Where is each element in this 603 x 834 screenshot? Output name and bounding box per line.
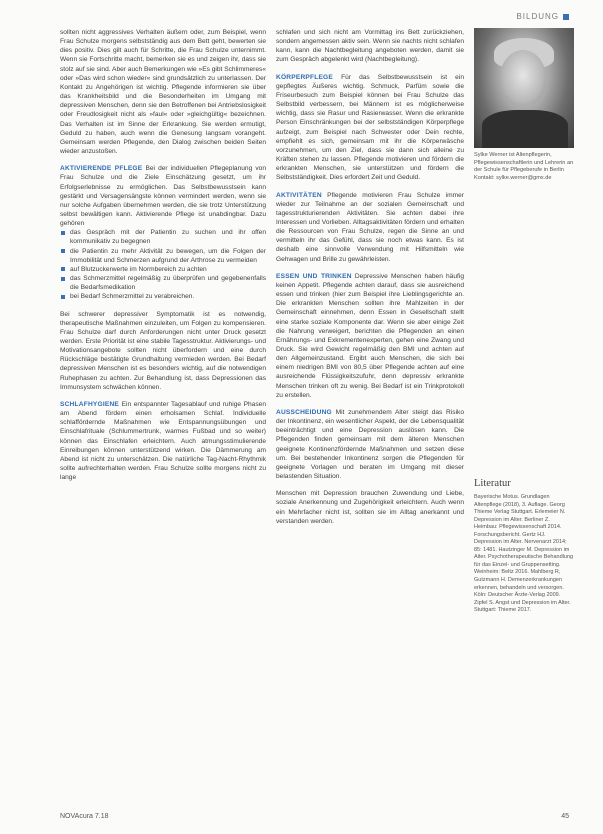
activating-paragraph [60,164,266,228]
list-item: auf Blutzuckerwerte im Normbereich zu achten [60,265,266,274]
activity-heading: AKTIVITÄTEN [276,191,322,199]
col2-intro: schlafen und sich nicht am Vormittag ins Bett zurückziehen, sondern angemessen aktiv sein. Wenn sie nachts nicht schlafen kann, kann die Nachtbegleitung angeboten werden, damit sie zum Gespräch abgelenkt wird (Nachtbegleitung). [276,29,464,64]
col1-intro: sollten nicht aggressives Verhalten äußern oder, zum Beispiel, wenn Frau Schulze morgens selbstständig aus dem Bett geht, bewerten sie dies positiv. Dies gilt auch für Schritte, die Frau Schulze unternimmt. Wenn sie Fortschritte macht, bemerken sie es und zeigen ihr, dass sie stolz auf sie sind. Aber auch Bemerkungen wie »Es gibt Schlimmeres« oder »Das wird schon wieder« sind grundsätzlich zu unterlassen. Der Kontakt zu Angehörigen ist wichtig. Pflegende informieren sie über das Krankheitsbild und die Besonderheiten im Umgang mit depressiven Menschen, denn sie den Betroffenen bei Antriebslosigkeit oder Freudlosigkeit nicht als »faul« oder »gleichgültig« bezeichnen. Das Verhalten ist im Sinne der Erkrankung. Sie werden ermutigt, Geduld zu haben, auch wenn die Genesung langsam vorangeht. Gemeinsam werden Pflegende, den Dialog zwischen beiden Seiten wieder anzustoßen. [60,29,266,156]
closing-paragraph: Menschen mit Depression brauchen Zuwendung und Liebe, soziale Anerkennung und Zugehörigkeit erleichtern. Auch wenn ein Mehrfacher nicht ist, sollten sie im Alltag anerkannt und verstanden werden. [276,490,464,525]
list-item: die Patientin zu mehr Aktivität zu bewegen, um die Folgen der Immobilität und Schmerzen aufgrund der Arthrose zu vermeiden [60,247,266,265]
activating-text: Bei der individuellen Pflegeplanung von Frau Schulze und die Ziele Einschätzung gesetzt, um ihr Erfolgserlebnisse zu ermöglichen. Das Selbstbewusstsein kann gestärkt und Versagensängste können vermindert werden, wenn sie nur solche Aufgaben übernehmen werden, die sie trotz Unterstützung selbst bewältigen kann. Aktivierende Pflege ist unabdingbar. Dazu gehören [60,165,266,228]
magazine-footer: NOVAcura 7.18 [60,813,109,820]
section-label: BILDUNG [516,12,559,21]
list-item: das Gespräch mit der Patientin zu suchen und ihr offen kommunikativ zu begegnen [60,228,266,246]
excretion-heading: AUSSCHEIDUNG [276,408,332,416]
activity-text: Pflegende motivieren Frau Schulze immer wieder zur Teilnahme an der sozialen Gemeinschaft und tagesstrukturierenden Aktivitäten. Sie achten dabei ihre Interessen und Vorlieben. Alltagsaktivitäten fördern und erhalten die Ressourcen von Frau Schulze, regen die Sinne an und vermitteln ihr das Gefühl, dass sie noch etwas kann. Es ist deshalb eine sinnvolle Verwendung mit Hilfsmitteln wie Gehwagen und Brille zu gewährleisten. [276,191,464,263]
activating-heading: AKTIVIERENDE PFLEGE [60,165,143,173]
author-caption: Sylke Werner ist Altenpflegerin, Pflegewissenschaftlerin und Lehrerin an der Schule für Pflegeberufe in Berlin Kontakt: sylke.werner@gmx.de [474,152,574,181]
food-text: Depressive Menschen haben häufig keinen Appetit. Pflegende achten darauf, dass sie ausreichend essen und trinken (hier zum Beispiel ihre Lieblingsgerichte an. Die erkrankten Menschen sollten ihre Mahlzeiten in der Gemeinschaft einnehmen, denn Essen in Gesellschaft stellt eine starke soziale Komponente dar. Wenn sie aber einige Zeit die Nahrung verweigert, berichten die Pflegenden an einen Ernährungs- und Exkrementenexperten, gehen eine Zwang und Druck. Sie wird Gewicht regelmäßig den BMI und achten auf den Allgemeinzustand. Ergibt auch Menschen, die sich bei einem niedrigen BMI von 80,5 über Pflegende achten auf eine ausreichende Flüssigkeitszufuhr, denn depressiv erkrankte Menschen trinken oft zu wenig. Bei Bedarf ist ein Trinkprotokoll zu erstellen. [276,272,464,399]
excretion-paragraph [276,408,464,481]
symptoms-paragraph: Bei schwerer depressiver Symptomatik ist es notwendig, therapeutische Maßnahmen einzuleiten, um Folgen zu kompensieren. Frau Schulze darf durch Anforderungen nicht unter Druck gesetzt werden. Erste Priorität ist eine stabile Tagesstruktur. Aktivierungs- und Motivationsangebote sollten nicht überfordern und eine durch Rückschläge bestätigte Grundhaltung vermieden werden. Bei Bedarf depressiven Menschen ist es besonders wichtig, auf die notwendigen Ruhephasen zu achten. Zur Behandlung ist, dass Depressionen das Immunsystem schwächen können. [60,310,266,391]
page-number: 45 [561,813,569,820]
sleep-heading: SCHLAFHYGIENE [60,400,120,408]
column-middle [276,28,464,526]
list-item: das Schmerzmittel regelmäßig zu überprüfen und gegebenenfalls die Bedarfsmedikation [60,274,266,292]
list-item: bei Bedarf Schmerzmittel zu verabreichen. [60,292,266,301]
bodycare-heading: KÖRPERPFLEGE [276,73,333,81]
section-header [516,12,569,21]
literature-title: Literatur [474,478,511,489]
food-heading: ESSEN UND TRINKEN [276,272,352,280]
food-paragraph [276,272,464,400]
sleep-paragraph [60,400,266,482]
sleep-text: Ein entspannter Tagesablauf und ruhige Phasen am Abend fördern einen erholsamen Schlaf. Individuelle schlaffördernde Maßnahmen wie Entspannungsübungen und Einschlafrituale (Schlummertrunk, warmes Fußbad und so weiter) können das Einschlafen erleichtern. Auch atmungsstimulierende Einreibungen können unterstützend wirken. Die Dämmerung am Abend ist nicht zu unterschätzen. Die natürliche Tag-Nacht-Rhythmik sollte aufrechterhalten werden. Frau Schulze sollte morgens nicht zu lange [60,400,266,482]
bodycare-text: Für das Selbstbewusstsein ist ein gepflegtes Äußeres wichtig. Schmuck, Parfüm sowie die Friseurbesuch zum Beispiel können bei Frau Schulze das Selbstbild verbessern, bei Männern ist es möglicherweise wichtig, dass sie Rasur und Rasierwasser. Wenn die erkrankte Person Einschränkungen bei der selbstständigen Körperpflege aufzeigt, zum Beispiel nach Schwester oder Dein rechte, empfiehlt es sich, gemeinsam mit ihr die Körperwäsche vorzunehmen, um den Ziel, dass sie dann sich alleine zu Kräften stehen zu lassen. Pflegende motivieren und fördern die erkrankten Menschen, sie unterstützen und fördern die Selbstständigkeit. Dies erfordert Zeit und Geduld. [276,73,464,182]
author-photo [474,28,574,148]
activity-paragraph [276,191,464,264]
excretion-text: Mit zunehmendem Alter steigt das Risiko der Inkontinenz, ein wesentlicher Aspekt, der die Lebensqualität beeinträchtigt und eine Depression auslösen kann. Die Pflegenden finden gemeinsam mit dem älteren Menschen geeignete Kontinenzfördernde Maßnahmen und setzen diese um. Bei bestehender Inkontinenz sorgen die Pflegenden für geeignete Vorlagen und beraten im Umgang mit dieser belastenden Situation. [276,408,464,481]
activating-list [60,228,266,301]
section-square-icon [563,14,569,20]
column-left [60,28,266,482]
literature-list: Bayerische Motus. Grundlagen Altenpflege (2018), 3. Auflage. Georg Thieme Verlag Stuttgart. Erlemeier N. Depression im Alter. Berliner Z. Heimbau: Pflegewissenschaft 2014. Forschungsbericht. Gertz HJ. Depression im Alter. Nervenarzt 2014; 85: 1481. Hautzinger M. Depression im Alter. Psychotherapeutische Behandlung für das Einzel- und Gruppensetting. Weinheim: Beltz 2016. Mahlberg R, Gutzmann H. Demenzerkrankungen erkennen, behandeln und versorgen. Köln: Deutscher Ärzte-Verlag 2009. Zipfel S. Angst und Depression im Alter. Stuttgart: Thieme 2017. [474,494,574,614]
bodycare-paragraph [276,73,464,183]
